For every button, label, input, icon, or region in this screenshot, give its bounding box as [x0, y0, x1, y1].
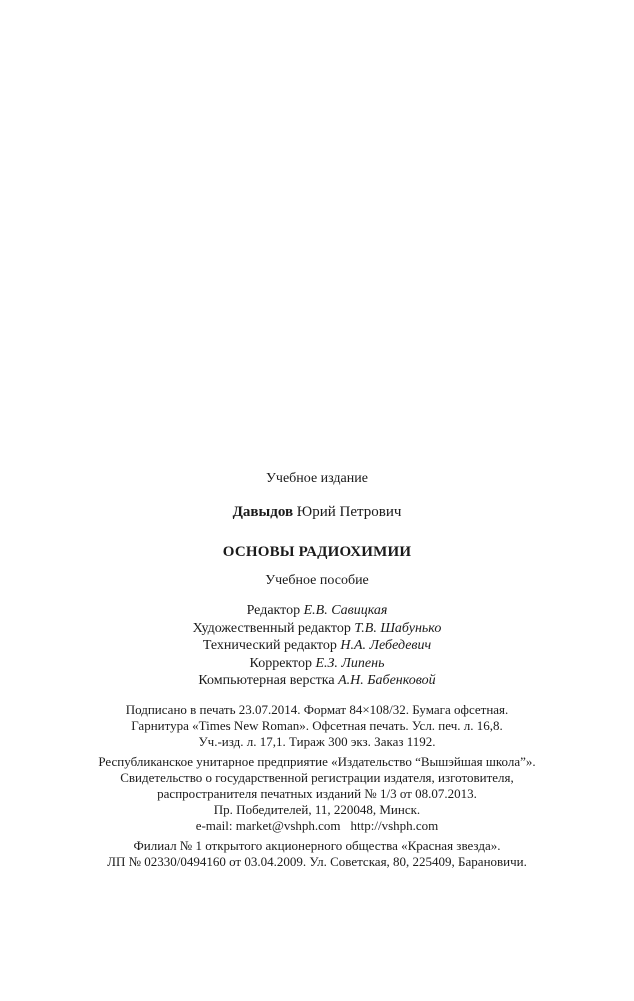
- publisher-contact: [40, 818, 594, 834]
- printer-info: [40, 838, 594, 870]
- print-info-line: Уч.-изд. л. 17,1. Тираж 300 экз. Заказ 1192.: [198, 733, 436, 749]
- author-surname: Давыдов: [232, 504, 294, 520]
- credit-role: Художественный редактор: [192, 620, 351, 636]
- credit-name: Н.А. Лебедевич: [340, 638, 432, 653]
- credit-editor: [40, 602, 594, 620]
- credit-role: Редактор: [246, 603, 301, 618]
- credit-tech-editor: [40, 637, 594, 655]
- publisher-line: Республиканское унитарное предприятие «Издательство “Вышэйшая школа”».: [98, 753, 536, 769]
- publisher-url: http://vshph.com: [350, 817, 439, 833]
- publisher-info: [40, 754, 594, 818]
- credit-proofreader: [40, 655, 594, 673]
- print-info-line: Гарнитура «Times New Roman». Офсетная печать. Усл. печ. л. 16,8.: [131, 717, 503, 733]
- print-info-line: Подписано в печать 23.07.2014. Формат 84×108/32. Бумага офсетная.: [125, 701, 509, 717]
- credit-name: А.Н. Бабенковой: [338, 673, 436, 688]
- publisher-line: распространителя печатных изданий № 1/3 от 08.07.2013.: [157, 785, 477, 801]
- publisher-line: Свидетельство о государственной регистрации издателя, изготовителя,: [120, 769, 514, 785]
- credit-role: Корректор: [249, 655, 312, 671]
- credit-layout: [40, 672, 594, 690]
- credit-name: Т.В. Шабунько: [354, 620, 442, 636]
- credit-role: Технический редактор: [202, 638, 337, 653]
- credit-name: Е.В. Савицкая: [303, 603, 388, 618]
- book-subtitle: Учебное пособие: [265, 573, 369, 588]
- printer-line: Филиал № 1 открытого акционерного общества «Красная звезда».: [133, 837, 501, 853]
- printer-line: ЛП № 02330/0494160 от 03.04.2009. Ул. Советская, 80, 225409, Барановичи.: [107, 853, 527, 869]
- publisher-email: e-mail: market@vshph.com: [195, 817, 341, 833]
- credits-list: [40, 602, 594, 690]
- print-info: [40, 702, 594, 750]
- credit-name: Е.З. Липень: [315, 655, 385, 671]
- edition-type: Учебное издание: [266, 471, 368, 486]
- book-title: ОСНОВЫ РАДИОХИМИИ: [222, 544, 412, 560]
- credit-role: Компьютерная верстка: [198, 673, 335, 688]
- imprint-block: [40, 470, 594, 870]
- author-line: [40, 502, 594, 522]
- credit-art-editor: [40, 620, 594, 638]
- author-given-names: Юрий Петрович: [296, 504, 402, 520]
- publisher-line: Пр. Победителей, 11, 220048, Минск.: [213, 801, 421, 817]
